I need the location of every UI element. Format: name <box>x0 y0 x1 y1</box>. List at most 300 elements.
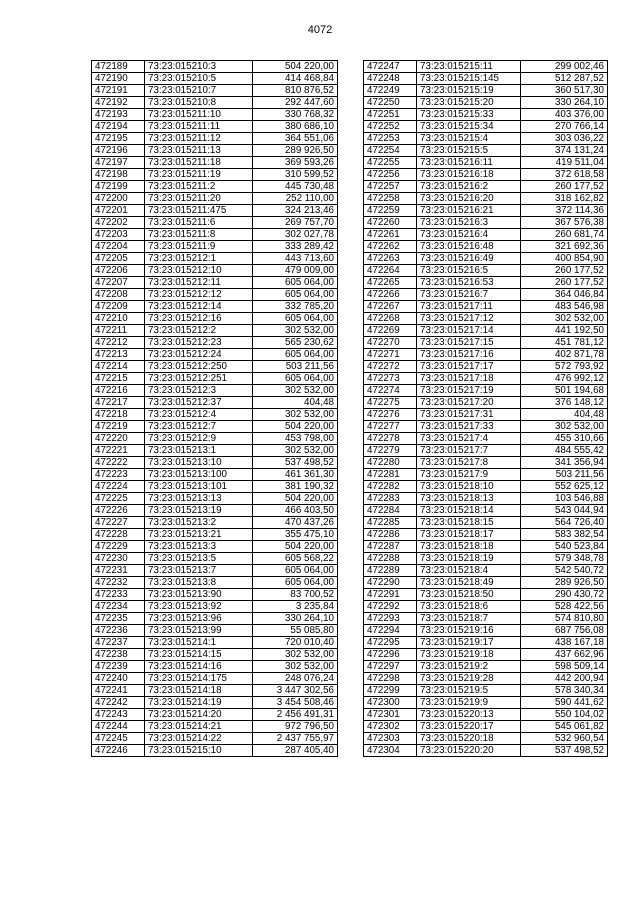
cadastral-value: 504 220,00 <box>253 493 338 505</box>
cadastral-table-left <box>91 60 338 757</box>
row-number: 472197 <box>92 157 145 169</box>
table-row <box>92 625 338 637</box>
cadastral-number: 73:23:015211:11 <box>145 121 253 133</box>
table-row <box>364 469 608 481</box>
table-row <box>92 205 338 217</box>
row-number: 472218 <box>92 409 145 421</box>
row-number: 472291 <box>364 589 417 601</box>
cadastral-value: 3 235,84 <box>253 601 338 613</box>
cadastral-value: 330 264,10 <box>253 613 338 625</box>
cadastral-value: 503 211,56 <box>521 469 608 481</box>
row-number: 472195 <box>92 133 145 145</box>
cadastral-value: 470 437,26 <box>253 517 338 529</box>
table-row <box>92 493 338 505</box>
cadastral-number: 73:23:015217:31 <box>417 409 521 421</box>
cadastral-value: 364 551,06 <box>253 133 338 145</box>
row-number: 472288 <box>364 553 417 565</box>
table-row <box>364 289 608 301</box>
table-row <box>364 145 608 157</box>
row-number: 472259 <box>364 205 417 217</box>
cadastral-value: 341 356,94 <box>521 457 608 469</box>
row-number: 472200 <box>92 193 145 205</box>
cadastral-value: 402 871,78 <box>521 349 608 361</box>
cadastral-value: 605 064,00 <box>253 349 338 361</box>
table-row <box>92 373 338 385</box>
table-row <box>92 433 338 445</box>
cadastral-number: 73:23:015215:20 <box>417 97 521 109</box>
cadastral-value: 310 599,52 <box>253 169 338 181</box>
cadastral-number: 73:23:015217:9 <box>417 469 521 481</box>
table-row <box>364 565 608 577</box>
row-number: 472213 <box>92 349 145 361</box>
cadastral-number: 73:23:015217:16 <box>417 349 521 361</box>
cadastral-value: 501 194,68 <box>521 385 608 397</box>
table-row <box>364 169 608 181</box>
cadastral-number: 73:23:015213:1 <box>145 445 253 457</box>
row-number: 472255 <box>364 157 417 169</box>
page-number: 4072 <box>307 24 333 36</box>
cadastral-value: 303 036,22 <box>521 133 608 145</box>
cadastral-number: 73:23:015211:9 <box>145 241 253 253</box>
cadastral-number: 73:23:015217:11 <box>417 301 521 313</box>
cadastral-value: 333 289,42 <box>253 241 338 253</box>
cadastral-number: 73:23:015217:14 <box>417 325 521 337</box>
cadastral-value: 455 310,66 <box>521 433 608 445</box>
table-row <box>92 505 338 517</box>
table-row <box>92 217 338 229</box>
cadastral-number: 73:23:015219:17 <box>417 637 521 649</box>
table-row <box>364 553 608 565</box>
cadastral-number: 73:23:015218:19 <box>417 553 521 565</box>
cadastral-number: 73:23:015216:3 <box>417 217 521 229</box>
table-row <box>92 109 338 121</box>
cadastral-value: 583 382,54 <box>521 529 608 541</box>
table-row <box>92 649 338 661</box>
cadastral-number: 73:23:015214:16 <box>145 661 253 673</box>
table-row <box>364 121 608 133</box>
row-number: 472300 <box>364 697 417 709</box>
cadastral-number: 73:23:015212:24 <box>145 349 253 361</box>
table-row <box>364 361 608 373</box>
row-number: 472245 <box>92 733 145 745</box>
cadastral-value: 451 781,12 <box>521 337 608 349</box>
table-row <box>364 301 608 313</box>
cadastral-value: 476 992,12 <box>521 373 608 385</box>
cadastral-number: 73:23:015212:11 <box>145 277 253 289</box>
row-number: 472222 <box>92 457 145 469</box>
table-row <box>92 313 338 325</box>
table-row <box>364 385 608 397</box>
cadastral-value: 248 076,24 <box>253 673 338 685</box>
cadastral-value: 287 405,40 <box>253 745 338 757</box>
row-number: 472279 <box>364 445 417 457</box>
cadastral-value: 332 785,20 <box>253 301 338 313</box>
table-row <box>92 577 338 589</box>
table-row <box>364 637 608 649</box>
cadastral-number: 73:23:015216:48 <box>417 241 521 253</box>
cadastral-value: 360 517,30 <box>521 85 608 97</box>
table-row <box>364 589 608 601</box>
row-number: 472190 <box>92 73 145 85</box>
row-number: 472299 <box>364 685 417 697</box>
row-number: 472290 <box>364 577 417 589</box>
table-row <box>92 73 338 85</box>
table-row <box>92 337 338 349</box>
cadastral-value: 565 230,62 <box>253 337 338 349</box>
cadastral-value: 372 618,58 <box>521 169 608 181</box>
row-number: 472285 <box>364 517 417 529</box>
cadastral-value: 321 692,36 <box>521 241 608 253</box>
cadastral-number: 73:23:015218:50 <box>417 589 521 601</box>
table-row <box>92 481 338 493</box>
row-number: 472227 <box>92 517 145 529</box>
row-number: 472243 <box>92 709 145 721</box>
table-row <box>364 61 608 73</box>
cadastral-value: 572 793,92 <box>521 361 608 373</box>
table-row <box>92 229 338 241</box>
cadastral-number: 73:23:015215:5 <box>417 145 521 157</box>
cadastral-number: 73:23:015212:1 <box>145 253 253 265</box>
cadastral-number: 73:23:015216:7 <box>417 289 521 301</box>
table-row <box>92 529 338 541</box>
table-row <box>364 433 608 445</box>
cadastral-number: 73:23:015211:10 <box>145 109 253 121</box>
cadastral-value: 2 456 491,31 <box>253 709 338 721</box>
cadastral-number: 73:23:015216:4 <box>417 229 521 241</box>
table-row <box>92 253 338 265</box>
table-row <box>364 73 608 85</box>
cadastral-number: 73:23:015216:21 <box>417 205 521 217</box>
table-row <box>92 85 338 97</box>
table-row <box>364 529 608 541</box>
cadastral-number: 73:23:015218:4 <box>417 565 521 577</box>
row-number: 472214 <box>92 361 145 373</box>
table-row <box>364 541 608 553</box>
table-row <box>364 613 608 625</box>
cadastral-number: 73:23:015211:12 <box>145 133 253 145</box>
row-number: 472289 <box>364 565 417 577</box>
cadastral-value: 364 046,84 <box>521 289 608 301</box>
cadastral-value: 542 540,72 <box>521 565 608 577</box>
cadastral-number: 73:23:015215:4 <box>417 133 521 145</box>
row-number: 472236 <box>92 625 145 637</box>
row-number: 472297 <box>364 661 417 673</box>
cadastral-value: 605 064,00 <box>253 277 338 289</box>
table-row <box>364 457 608 469</box>
cadastral-number: 73:23:015215:19 <box>417 85 521 97</box>
table-row <box>364 109 608 121</box>
cadastral-value: 605 064,00 <box>253 289 338 301</box>
table-row <box>364 277 608 289</box>
row-number: 472253 <box>364 133 417 145</box>
cadastral-value: 537 498,52 <box>521 745 608 757</box>
cadastral-number: 73:23:015218:17 <box>417 529 521 541</box>
row-number: 472280 <box>364 457 417 469</box>
cadastral-value: 302 532,00 <box>253 445 338 457</box>
table-row <box>92 241 338 253</box>
cadastral-number: 73:23:015212:2 <box>145 325 253 337</box>
cadastral-number: 73:23:015212:9 <box>145 433 253 445</box>
row-number: 472235 <box>92 613 145 625</box>
row-number: 472296 <box>364 649 417 661</box>
row-number: 472287 <box>364 541 417 553</box>
cadastral-number: 73:23:015211:6 <box>145 217 253 229</box>
cadastral-number: 73:23:015213:13 <box>145 493 253 505</box>
cadastral-value: 2 437 755,97 <box>253 733 338 745</box>
cadastral-value: 260 681,74 <box>521 229 608 241</box>
cadastral-number: 73:23:015218:49 <box>417 577 521 589</box>
row-number: 472216 <box>92 385 145 397</box>
table-row <box>92 133 338 145</box>
table-row <box>364 313 608 325</box>
cadastral-number: 73:23:015212:37 <box>145 397 253 409</box>
cadastral-value: 3 454 508,46 <box>253 697 338 709</box>
table-row <box>92 277 338 289</box>
row-number: 472272 <box>364 361 417 373</box>
row-number: 472269 <box>364 325 417 337</box>
cadastral-number: 73:23:015211:19 <box>145 169 253 181</box>
cadastral-number: 73:23:015213:7 <box>145 565 253 577</box>
table-row <box>364 685 608 697</box>
cadastral-value: 605 064,00 <box>253 565 338 577</box>
cadastral-value: 103 546,88 <box>521 493 608 505</box>
cadastral-value: 380 686,10 <box>253 121 338 133</box>
row-number: 472250 <box>364 97 417 109</box>
cadastral-number: 73:23:015215:11 <box>417 61 521 73</box>
row-number: 472262 <box>364 241 417 253</box>
row-number: 472189 <box>92 61 145 73</box>
row-number: 472298 <box>364 673 417 685</box>
cadastral-value: 404,48 <box>253 397 338 409</box>
cadastral-value: 376 148,12 <box>521 397 608 409</box>
cadastral-value: 400 854,90 <box>521 253 608 265</box>
row-number: 472256 <box>364 169 417 181</box>
cadastral-number: 73:23:015217:8 <box>417 457 521 469</box>
row-number: 472196 <box>92 145 145 157</box>
cadastral-value: 302 532,00 <box>253 385 338 397</box>
cadastral-value: 260 177,52 <box>521 265 608 277</box>
table-row <box>364 745 608 757</box>
cadastral-number: 73:23:015215:145 <box>417 73 521 85</box>
row-number: 472304 <box>364 745 417 757</box>
row-number: 472233 <box>92 589 145 601</box>
row-number: 472225 <box>92 493 145 505</box>
cadastral-value: 324 213,46 <box>253 205 338 217</box>
cadastral-number: 73:23:015217:7 <box>417 445 521 457</box>
table-row <box>92 709 338 721</box>
row-number: 472209 <box>92 301 145 313</box>
table-row <box>92 97 338 109</box>
table-row <box>92 721 338 733</box>
cadastral-value: 414 468,84 <box>253 73 338 85</box>
row-number: 472278 <box>364 433 417 445</box>
cadastral-number: 73:23:015220:20 <box>417 745 521 757</box>
row-number: 472268 <box>364 313 417 325</box>
cadastral-value: 437 662,96 <box>521 649 608 661</box>
cadastral-value: 3 447 302,56 <box>253 685 338 697</box>
row-number: 472219 <box>92 421 145 433</box>
table-row <box>364 181 608 193</box>
cadastral-number: 73:23:015210:3 <box>145 61 253 73</box>
cadastral-value: 810 876,52 <box>253 85 338 97</box>
cadastral-value: 540 523,84 <box>521 541 608 553</box>
table-row <box>364 325 608 337</box>
cadastral-number: 73:23:015212:7 <box>145 421 253 433</box>
table-row <box>92 325 338 337</box>
cadastral-value: 578 340,34 <box>521 685 608 697</box>
table-row <box>364 229 608 241</box>
row-number: 472224 <box>92 481 145 493</box>
cadastral-value: 330 768,32 <box>253 109 338 121</box>
cadastral-number: 73:23:015220:13 <box>417 709 521 721</box>
table-row <box>92 349 338 361</box>
cadastral-value: 260 177,52 <box>521 181 608 193</box>
cadastral-value: 381 190,32 <box>253 481 338 493</box>
table-row <box>364 349 608 361</box>
row-number: 472231 <box>92 565 145 577</box>
table-row <box>92 385 338 397</box>
row-number: 472239 <box>92 661 145 673</box>
cadastral-number: 73:23:015212:4 <box>145 409 253 421</box>
cadastral-value: 453 798,00 <box>253 433 338 445</box>
table-row <box>364 157 608 169</box>
cadastral-value: 503 211,56 <box>253 361 338 373</box>
cadastral-number: 73:23:015210:7 <box>145 85 253 97</box>
cadastral-value: 299 002,46 <box>521 61 608 73</box>
cadastral-number: 73:23:015217:12 <box>417 313 521 325</box>
cadastral-value: 466 403,50 <box>253 505 338 517</box>
cadastral-number: 73:23:015211:2 <box>145 181 253 193</box>
cadastral-value: 260 177,52 <box>521 277 608 289</box>
table-row <box>364 337 608 349</box>
row-number: 472276 <box>364 409 417 421</box>
cadastral-value: 302 532,00 <box>521 313 608 325</box>
cadastral-value: 289 926,50 <box>253 145 338 157</box>
cadastral-number: 73:23:015213:96 <box>145 613 253 625</box>
cadastral-value: 83 700,52 <box>253 589 338 601</box>
row-number: 472238 <box>92 649 145 661</box>
cadastral-value: 302 532,00 <box>253 409 338 421</box>
row-number: 472192 <box>92 97 145 109</box>
cadastral-number: 73:23:015217:19 <box>417 385 521 397</box>
cadastral-number: 73:23:015211:475 <box>145 205 253 217</box>
cadastral-value: 598 509,14 <box>521 661 608 673</box>
cadastral-value: 528 422,56 <box>521 601 608 613</box>
row-number: 472263 <box>364 253 417 265</box>
table-row <box>364 625 608 637</box>
row-number: 472229 <box>92 541 145 553</box>
table-row <box>92 541 338 553</box>
table-row <box>92 445 338 457</box>
cadastral-table-right <box>363 60 608 757</box>
row-number: 472226 <box>92 505 145 517</box>
table-row <box>92 697 338 709</box>
cadastral-value: 441 192,50 <box>521 325 608 337</box>
cadastral-value: 484 555,42 <box>521 445 608 457</box>
cadastral-number: 73:23:015213:3 <box>145 541 253 553</box>
row-number: 472199 <box>92 181 145 193</box>
cadastral-value: 461 361,30 <box>253 469 338 481</box>
table-row <box>92 61 338 73</box>
cadastral-number: 73:23:015213:19 <box>145 505 253 517</box>
cadastral-value: 590 441,62 <box>521 697 608 709</box>
table-row <box>364 421 608 433</box>
row-number: 472223 <box>92 469 145 481</box>
table-row <box>92 517 338 529</box>
cadastral-number: 73:23:015212:16 <box>145 313 253 325</box>
row-number: 472293 <box>364 613 417 625</box>
table-row <box>364 577 608 589</box>
cadastral-number: 73:23:015213:10 <box>145 457 253 469</box>
cadastral-value: 504 220,00 <box>253 421 338 433</box>
cadastral-value: 403 376,00 <box>521 109 608 121</box>
table-row <box>92 169 338 181</box>
cadastral-value: 290 430,72 <box>521 589 608 601</box>
cadastral-value: 479 009,00 <box>253 265 338 277</box>
row-number: 472252 <box>364 121 417 133</box>
row-number: 472275 <box>364 397 417 409</box>
cadastral-number: 73:23:015214:19 <box>145 697 253 709</box>
table-row <box>92 733 338 745</box>
cadastral-number: 73:23:015216:49 <box>417 253 521 265</box>
table-row <box>92 181 338 193</box>
cadastral-value: 605 568,22 <box>253 553 338 565</box>
row-number: 472295 <box>364 637 417 649</box>
cadastral-number: 73:23:015216:20 <box>417 193 521 205</box>
table-row <box>364 409 608 421</box>
cadastral-number: 73:23:015214:15 <box>145 649 253 661</box>
cadastral-number: 73:23:015218:15 <box>417 517 521 529</box>
row-number: 472230 <box>92 553 145 565</box>
cadastral-number: 73:23:015212:14 <box>145 301 253 313</box>
row-number: 472283 <box>364 493 417 505</box>
row-number: 472265 <box>364 277 417 289</box>
table-row <box>92 289 338 301</box>
cadastral-number: 73:23:015218:14 <box>417 505 521 517</box>
cadastral-number: 73:23:015218:10 <box>417 481 521 493</box>
cadastral-value: 483 546,98 <box>521 301 608 313</box>
cadastral-number: 73:23:015213:100 <box>145 469 253 481</box>
row-number: 472232 <box>92 577 145 589</box>
row-number: 472228 <box>92 529 145 541</box>
table-row <box>364 649 608 661</box>
row-number: 472257 <box>364 181 417 193</box>
row-number: 472215 <box>92 373 145 385</box>
table-row <box>364 709 608 721</box>
table-row <box>92 145 338 157</box>
cadastral-number: 73:23:015212:23 <box>145 337 253 349</box>
cadastral-number: 73:23:015213:99 <box>145 625 253 637</box>
row-number: 472237 <box>92 637 145 649</box>
cadastral-number: 73:23:015219:18 <box>417 649 521 661</box>
row-number: 472205 <box>92 253 145 265</box>
cadastral-value: 252 110,00 <box>253 193 338 205</box>
row-number: 472201 <box>92 205 145 217</box>
row-number: 472251 <box>364 109 417 121</box>
row-number: 472234 <box>92 601 145 613</box>
row-number: 472258 <box>364 193 417 205</box>
row-number: 472281 <box>364 469 417 481</box>
cadastral-number: 73:23:015213:2 <box>145 517 253 529</box>
cadastral-number: 73:23:015215:34 <box>417 121 521 133</box>
cadastral-number: 73:23:015218:18 <box>417 541 521 553</box>
row-number: 472270 <box>364 337 417 349</box>
row-number: 472274 <box>364 385 417 397</box>
row-number: 472247 <box>364 61 417 73</box>
cadastral-number: 73:23:015217:20 <box>417 397 521 409</box>
cadastral-number: 73:23:015220:17 <box>417 721 521 733</box>
table-row <box>92 565 338 577</box>
